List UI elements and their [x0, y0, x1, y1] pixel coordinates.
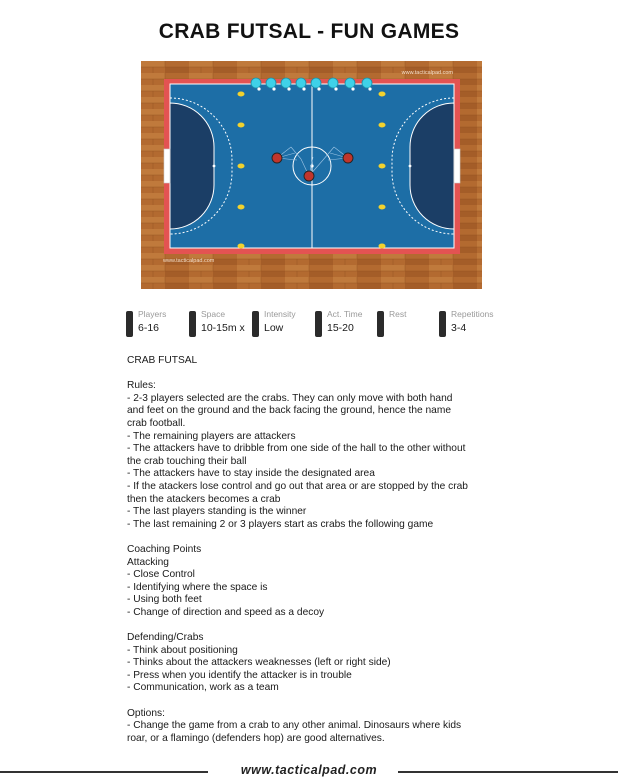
attacking-title: Attacking [127, 556, 169, 568]
watermark-bottom: www.tacticalpad.com [163, 258, 215, 264]
defending-point: - Thinks about the attackers weaknesses (left or right side) [127, 657, 391, 669]
stat-value: 3-4 [451, 322, 467, 334]
rule-line: the crab touching their ball [127, 455, 247, 467]
stat-value: Low [264, 322, 284, 334]
stat-value: 6-16 [138, 322, 160, 334]
stat-value: 15-20 [327, 322, 354, 334]
page-title: CRAB FUTSAL - FUN GAMES [158, 20, 460, 43]
session-description [127, 355, 497, 745]
stat-marker-icon [126, 311, 133, 337]
stat-marker-icon [189, 311, 196, 337]
stat-label: Rest [389, 309, 407, 319]
attacking-point: - Using both feet [127, 594, 202, 606]
stat-label: Space [201, 309, 226, 319]
rule-line: - The last remaining 2 or 3 players start as crabs the following game [127, 518, 434, 530]
rule-line: - The last players standing is the winner [127, 506, 307, 518]
watermark-top: www.tacticalpad.com [401, 70, 453, 76]
stat-marker-icon [252, 311, 259, 337]
stat-label: Intensity [264, 309, 296, 319]
stat-label: Players [138, 309, 167, 319]
session-stats [126, 309, 506, 339]
defending-point: - Press when you identify the attacker is in trouble [127, 669, 352, 681]
section-heading: CRAB FUTSAL [127, 355, 198, 366]
stat-label: Act. Time [327, 309, 363, 319]
defending-point: - Think about positioning [127, 644, 238, 656]
attacking-point: - Identifying where the space is [127, 581, 268, 593]
attacking-point: - Close Control [127, 569, 195, 581]
stat-marker-icon [439, 311, 446, 337]
stat-marker-icon [377, 311, 384, 337]
rule-line: crab football. [127, 417, 186, 429]
stat-label: Repetitions [451, 309, 494, 319]
coaching-points-title: Coaching Points [127, 543, 202, 555]
rule-line: - The attackers have to stay inside the designated area [127, 468, 375, 480]
rule-line: then the atackers becomes a crab [127, 493, 281, 505]
defending-point: - Communication, work as a team [127, 682, 279, 694]
option-line: - Change the game from a crab to any other animal. Dinosaurs where kids [127, 720, 462, 732]
rules-title: Rules: [127, 380, 156, 392]
rule-line: - The remaining players are attackers [127, 430, 296, 442]
defending-title: Defending/Crabs [127, 632, 204, 644]
attacking-point: - Change of direction and speed as a decoy [127, 606, 325, 618]
option-line: roar, or a flamingo (defenders hop) are good alternatives. [127, 732, 385, 744]
rule-line: - If the atackers lose control and go out that area or are stopped by the crab [127, 480, 468, 492]
stat-marker-icon [315, 311, 322, 337]
rule-line: - The attackers have to dribble from one side of the hall to the other without [127, 443, 466, 455]
right-goal [454, 149, 460, 183]
footer-website: www.tacticalpad.com [240, 763, 378, 777]
rule-line: - 2-3 players selected are the crabs. They can only move with both hand [127, 392, 453, 404]
rule-line: and feet on the ground and the back facing the ground, hence the name [127, 405, 451, 417]
options-title: Options: [127, 707, 165, 719]
stat-value: 10-15m x [201, 322, 245, 334]
futsal-pitch-diagram [141, 61, 482, 289]
page-footer [0, 762, 618, 782]
left-goal [164, 149, 170, 183]
